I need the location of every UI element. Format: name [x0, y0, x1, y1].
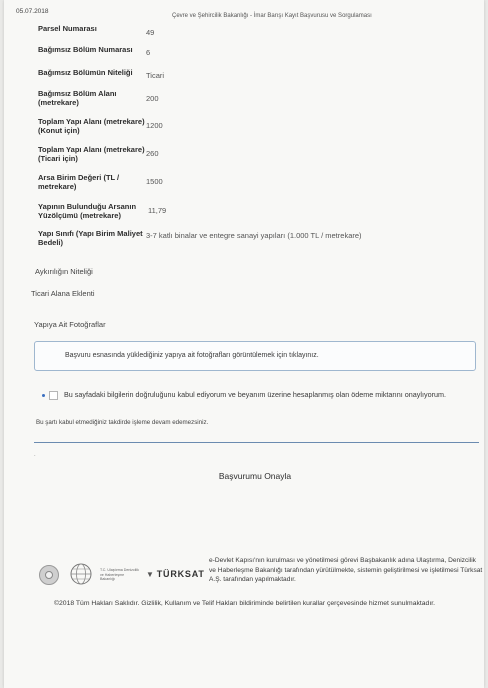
globe-icon — [70, 563, 92, 585]
printed-page — [4, 0, 484, 688]
field-label: Toplam Yapı Alanı (metrekare) (Konut için) — [38, 117, 145, 135]
turksat-logo — [146, 569, 205, 579]
consent-warning: Bu şartı kabul etmediğiniz takdirde işleme devam edemezsiniz. — [36, 419, 209, 426]
footer-description: e-Devlet Kapısı'nın kurulması ve yönetilmesi görevi Başbakanlık adına Ulaştırma, Denizcilik ve Haberleşme Bakanlığı tarafından yürütülmekte, sistemin geliştirilmesi ve işletilmesi Türksat A.Ş. tarafından yapılmaktadır. — [209, 557, 483, 583]
photos-link[interactable]: Başvuru esnasında yüklediğiniz yapıya ait fotoğrafları görüntülemek için tıklayınız. — [65, 352, 319, 359]
field-label: Parsel Numarası — [38, 24, 97, 33]
state-seal-icon — [39, 565, 59, 585]
field-value: 49 — [146, 28, 155, 37]
consent-row — [42, 389, 462, 400]
field-value: 1200 — [146, 121, 163, 130]
print-title: Çevre ve Şehircilik Bakanlığı - İmar Barışı Kayıt Başvurusu ve Sorgulaması — [172, 13, 372, 19]
field-label: Toplam Yapı Alanı (metrekare) (Ticari için) — [38, 145, 145, 163]
turksat-mark-icon: ▼ — [146, 570, 155, 579]
photos-section-title: Yapıya Ait Fotoğraflar — [34, 320, 106, 329]
photos-info-box[interactable] — [34, 341, 476, 371]
print-date: 05.07.2018 — [16, 8, 49, 15]
aykirilik-label: Aykırılığın Niteliği — [35, 267, 93, 276]
field-label: Yapı Sınıfı (Yapı Birim Maliyet Bedeli) — [38, 229, 143, 247]
field-label: Bağımsız Bölüm Alanı (metrekare) — [38, 89, 117, 107]
aykirilik-value: Ticari Alana Eklenti — [31, 289, 95, 298]
field-value: 3-7 katlı binalar ve entegre sanayi yapıları (1.000 TL / metrekare) — [146, 231, 362, 240]
field-value: Ticari — [146, 71, 165, 80]
field-value: 11,79 — [148, 206, 167, 215]
field-value: 1500 — [146, 177, 163, 186]
field-label: Bağımsız Bölümün Niteliği — [38, 68, 133, 77]
turksat-logo-text: TÜRKSAT — [156, 569, 205, 579]
field-label: Yapının Bulunduğu Arsanın Yüzölçümü (metrekare) — [38, 202, 137, 220]
field-label: Bağımsız Bölüm Numarası — [38, 45, 133, 54]
field-value: 260 — [146, 149, 159, 158]
confirm-application-button[interactable]: Başvurumu Onayla — [200, 468, 310, 484]
consent-text: Bu sayfadaki bilgilerin doğruluğunu kabul ediyorum ve beyanım üzerine hesaplanmış olan ödeme miktarını onaylıyorum. — [64, 390, 446, 399]
dot-mark: . — [34, 452, 36, 458]
copyright-notice: ©2018 Tüm Hakları Saklıdır. Gizlilik, Kullanım ve Telif Hakları bildiriminde belirtilen kurallar çerçevesinde hizmet sunulmaktadır. — [54, 600, 436, 607]
bullet-icon — [42, 394, 45, 397]
field-value: 6 — [146, 48, 151, 57]
field-value: 200 — [146, 94, 159, 103]
consent-checkbox[interactable] — [49, 391, 58, 400]
divider — [34, 442, 479, 443]
ministry-logo-text: T.C. Ulaştırma Denizcilik ve Haberleşme Bakanlığı — [100, 568, 139, 581]
field-label: Arsa Birim Değeri (TL / metrekare) — [38, 173, 120, 191]
